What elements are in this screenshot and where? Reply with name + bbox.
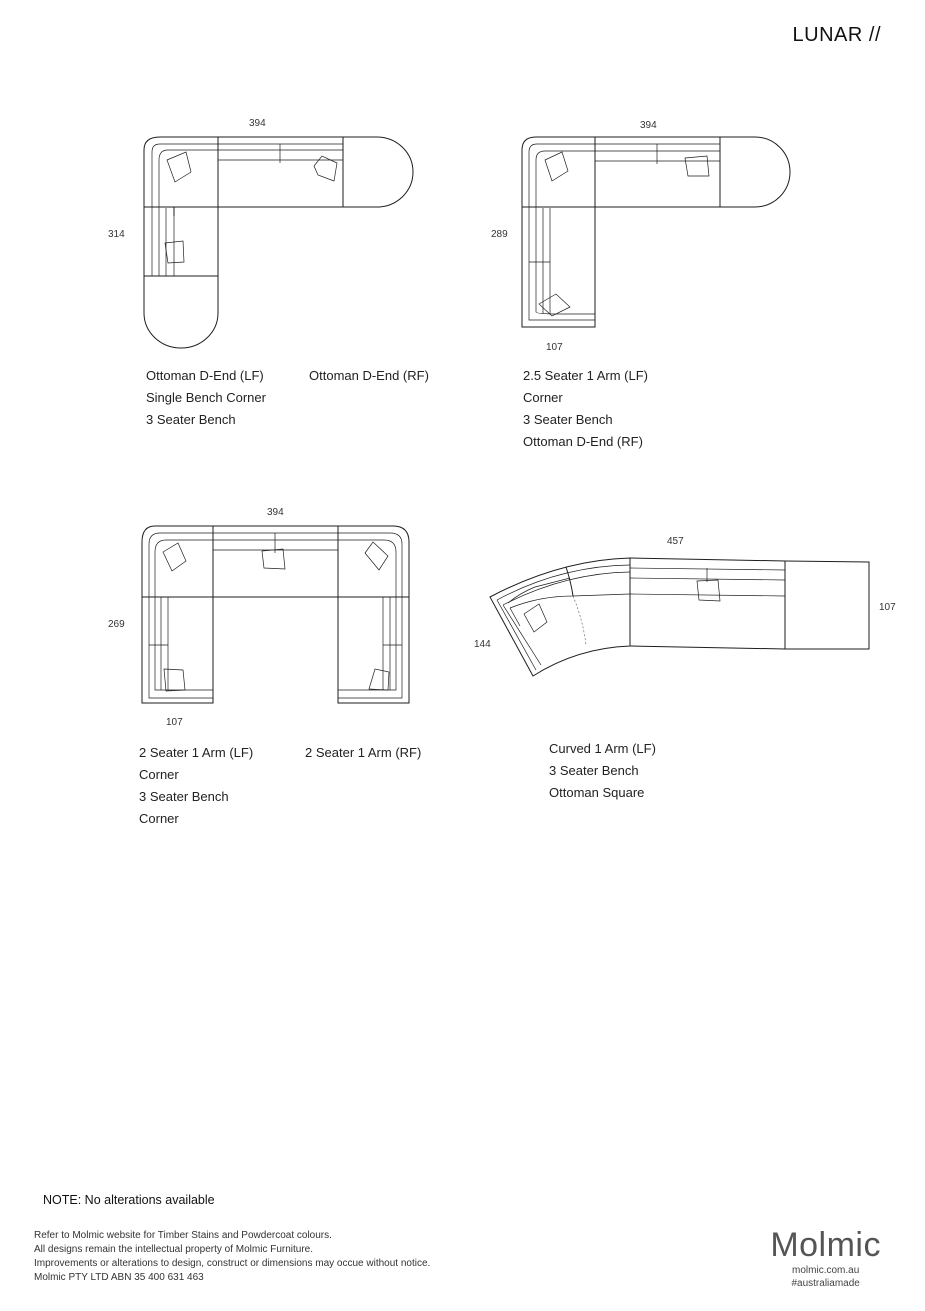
module-label: Ottoman D-End (RF) — [309, 368, 429, 383]
config-4-modules-left — [549, 738, 656, 804]
footer-line: Improvements or alterations to design, construct or dimensions may occue without notice. — [34, 1258, 431, 1269]
config-3-depth-label: 269 — [108, 619, 125, 630]
config-3-width-label: 394 — [267, 507, 284, 518]
module-label: Ottoman D-End (RF) — [523, 434, 643, 449]
module-label: Corner — [523, 390, 563, 405]
config-2-seat-depth-label: 107 — [546, 342, 563, 353]
module-label: Corner — [139, 811, 179, 826]
brand-logo: Molmic — [770, 1226, 881, 1264]
config-4-width-label: 457 — [667, 536, 684, 547]
module-label: 3 Seater Bench — [523, 412, 613, 427]
config-4-arm-depth-label: 144 — [474, 639, 491, 650]
module-label: Curved 1 Arm (LF) — [549, 741, 656, 756]
footer-text — [34, 1229, 430, 1285]
brand-tag: #australiamade — [791, 1278, 860, 1289]
module-label: 2.5 Seater 1 Arm (LF) — [523, 368, 648, 383]
config-1-width-label: 394 — [249, 118, 266, 129]
config-4-depth-label: 107 — [879, 602, 896, 613]
module-label: 3 Seater Bench — [549, 763, 639, 778]
config-3-seat-depth-label: 107 — [166, 717, 183, 728]
module-label: Ottoman Square — [549, 785, 645, 800]
footer-line: Refer to Molmic website for Timber Stains and Powdercoat colours. — [34, 1230, 332, 1241]
note-text: NOTE: No alterations available — [43, 1193, 215, 1207]
module-label: 2 Seater 1 Arm (RF) — [305, 745, 422, 760]
module-label: 2 Seater 1 Arm (LF) — [139, 745, 254, 760]
cushion-icon — [524, 580, 720, 632]
footer-line: All designs remain the intellectual property of Molmic Furniture. — [34, 1244, 314, 1255]
page-title: LUNAR // — [792, 24, 881, 46]
module-label: Corner — [139, 767, 179, 782]
module-label: 3 Seater Bench — [139, 789, 229, 804]
module-label: Single Bench Corner — [146, 390, 266, 405]
config-2-width-label: 394 — [640, 120, 657, 131]
config-2-depth-label: 289 — [491, 229, 508, 240]
brand-block — [770, 1226, 881, 1290]
module-label: Ottoman D-End (LF) — [146, 368, 264, 383]
module-label: 3 Seater Bench — [146, 412, 236, 427]
brand-website: molmic.com.au — [792, 1265, 860, 1276]
footer-line: Molmic PTY LTD ABN 35 400 631 463 — [34, 1272, 204, 1283]
config-1-depth-label: 314 — [108, 229, 125, 240]
